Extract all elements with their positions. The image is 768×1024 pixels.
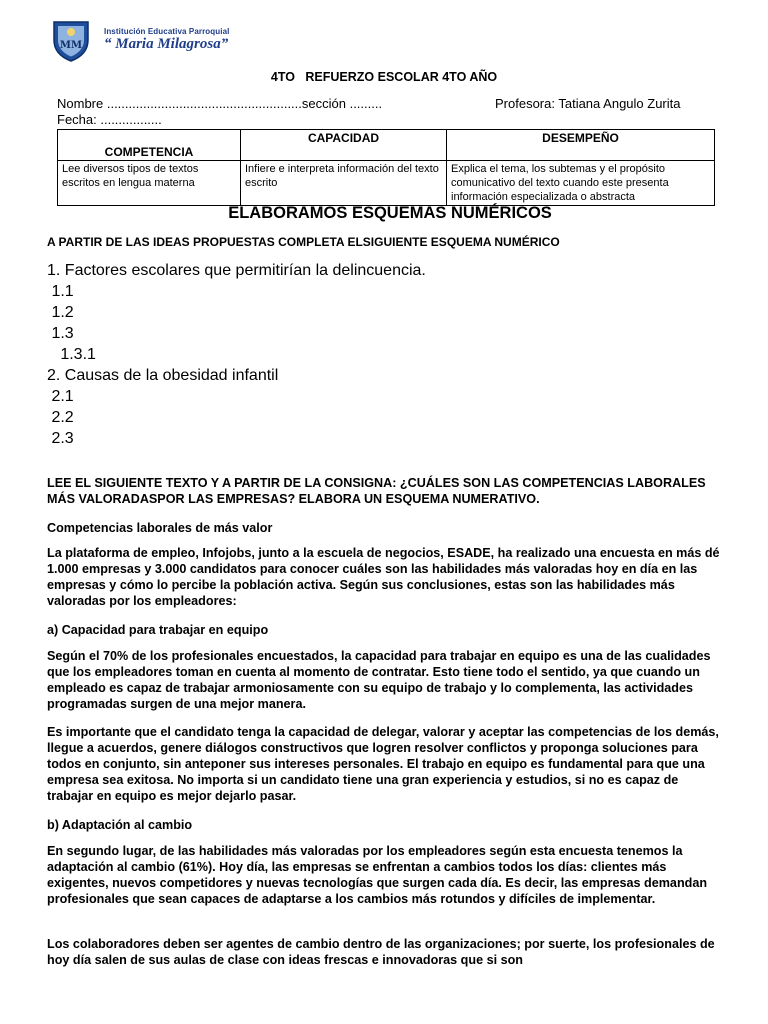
cell-capacidad: Infiere e interpreta información del texto escrito: [241, 161, 447, 206]
table-header-row: [58, 130, 715, 161]
instruction-text: A PARTIR DE LAS IDEAS PROPUESTAS COMPLETA ELSIGUIENTE ESQUEMA NUMÉRICO: [47, 235, 560, 249]
outline-item: 2.1: [47, 388, 74, 405]
svg-text:MM: MM: [59, 40, 83, 51]
reading-prompt-text: LEE EL SIGUIENTE TEXTO Y A PARTIR DE LA CONSIGNA: ¿CUÁLES SON LAS COMPETENCIAS LABORALES MÁS VALORADASPOR LAS EMPRESAS? ELABORA UN ESQUEMA NUMERATIVO.: [47, 476, 706, 506]
name-section-line: Nombre ......................................................sección .........: [57, 96, 383, 111]
date-line: Fecha: .................: [57, 112, 162, 127]
subheading-b: b) Adaptación al cambio: [47, 818, 193, 832]
cell-competencia: Lee diversos tipos de textos escritos en lengua materna: [58, 161, 241, 206]
section-title: ELABORAMOS ESQUEMAS NUMÉRICOS: [228, 204, 552, 222]
teacher-line: Profesora: Tatiana Angulo Zurita: [495, 96, 681, 111]
header-competencia: COMPETENCIA: [58, 130, 241, 161]
reading-heading: Competencias laborales de más valor: [47, 521, 273, 535]
school-crest-logo: [52, 20, 90, 62]
paragraph-5: Los colaboradores deben ser agentes de cambio dentro de las organizaciones; por suerte, los profesionales de hoy día salen de sus aulas de clase con ideas frescas e innovadoras que si son: [47, 937, 715, 967]
table-row: [58, 161, 715, 206]
outline-item: 1.1: [47, 283, 74, 300]
numeric-outline: [47, 260, 426, 449]
outline-item: 1.2: [47, 304, 74, 321]
institution-name: Institución Educativa Parroquial: [104, 27, 230, 36]
header-capacidad: CAPACIDAD: [241, 130, 447, 161]
paragraph-4: En segundo lugar, de las habilidades más valoradas por los empleadores según esta encuesta tenemos la adaptación al cambio (61%). Hoy día, las empresas se enfrentan a cambios todos los días: clientes más exigentes, nuevos competidores y nuevas tecnologías que surgen cada día. Es decir, las empresas demandan profesionales que sean capaces de adaptarse a los cambios más rotundos y difíciles de implementar.: [47, 844, 708, 906]
outline-item: 1. Factores escolares que permitirían la delincuencia.: [47, 262, 426, 279]
outline-item: 2.3: [47, 430, 74, 447]
paragraph-3: Es importante que el candidato tenga la capacidad de delegar, valorar y aceptar las competencias de los demás, llegue a acuerdos, genere diálogos constructivos que logren resolver conflictos y proponga soluciones para todos en conjunto, sin anteponer sus intereses personales. El trabajo en equipo es fundamental para que una empresa sea exitosa. No importa si un candidato tiene una gran experiencia y estudios, si no es capaz de trabajar en equipo es mejor dejarlo pasar.: [47, 725, 719, 803]
reading-prompt: [47, 475, 722, 507]
outline-item: 1.3.1: [47, 346, 96, 363]
paragraph-1: La plataforma de empleo, Infojobs, junto a la escuela de negocios, ESADE, ha realizado una encuesta en más dé 1.000 empresas y 3.000 candidatos para conocer cuáles son las habilidades más valoradas hoy en día en las empresas y cómo lo percibe la población activa. Según sus conclusiones, estas son las habilidades más valoradas por los empleadores:: [47, 546, 720, 608]
outline-item: 1.3: [47, 325, 74, 342]
header-desempeno: DESEMPEÑO: [447, 130, 715, 161]
paragraph-2: Según el 70% de los profesionales encuestados, la capacidad para trabajar en equipo es una de las cualidades que los empleadores toman en cuenta al momento de contratar. Esto tiene todo el sentido, ya que cuando un empleado es capaz de trabajar armoniosamente con su equipo de trabajo y lo complementa, las actividades programadas surgen de una mejor manera.: [47, 649, 711, 711]
outline-item: 2.2: [47, 409, 74, 426]
institution-subname: “ Maria Milagrosa”: [104, 36, 229, 52]
outline-item: 2. Causas de la obesidad infantil: [47, 367, 279, 384]
document-title: 4TO REFUERZO ESCOLAR 4TO AÑO: [270, 70, 498, 84]
subheading-a: a) Capacidad para trabajar en equipo: [47, 623, 269, 637]
competency-table: [57, 129, 715, 206]
cell-desempeno: Explica el tema, los subtemas y el propósito comunicativo del texto cuando este presenta información especializada o abstracta: [447, 161, 715, 206]
